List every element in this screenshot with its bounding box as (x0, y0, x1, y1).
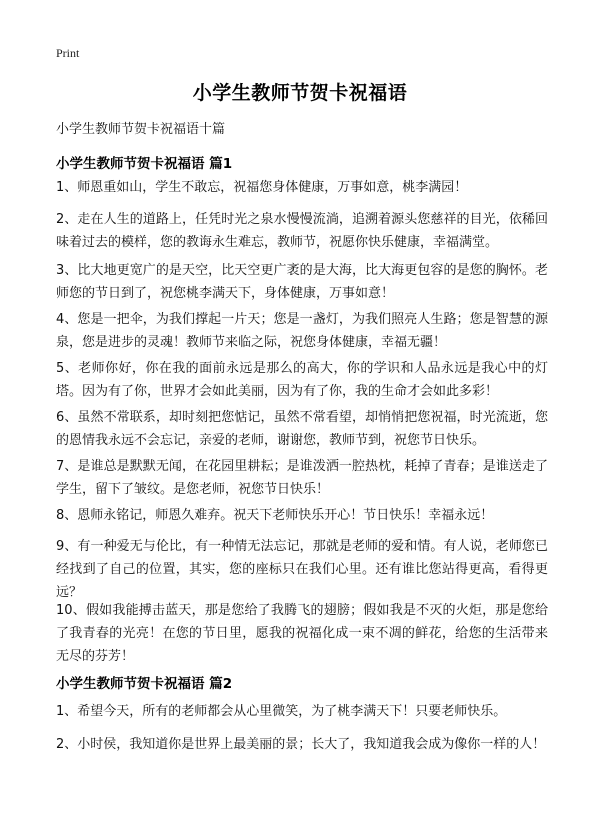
document-subtitle: 小学生教师节贺卡祝福语十篇 (56, 122, 226, 137)
paragraph: 3、比大地更宽广的是天空，比天空更广袤的是大海，比大海更包容的是您的胸怀。老师您的节日到了，祝您桃李满天下，身体健康，万事如意！ (56, 263, 548, 301)
paragraph: 7、是谁总是默默无闻，在花园里耕耘；是谁泼洒一腔热枕，耗掉了青春；是谁送走了学生，留下了皱纹。是您老师，祝您节日快乐！ (56, 459, 548, 497)
paragraph: 1、师恩重如山，学生不敢忘，祝福您身体健康，万事如意，桃李满园！ (56, 180, 468, 195)
paragraph: 10、假如我能搏击蓝天，那是您给了我腾飞的翅膀；假如我是不灭的火炬，那是您给了我青春的光亮！在您的节日里，愿我的祝福化成一束不凋的鲜花，给您的生活带来无尽的芬芳！ (56, 603, 548, 664)
document-title: 小学生教师节贺卡祝福语 (192, 82, 408, 104)
paragraph: 6、虽然不常联系，却时刻把您惦记，虽然不常看望，却悄悄把您祝福，时光流逝，您的恩情我永远不会忘记，亲爱的老师，谢谢您，教师节到，祝您节日快乐。 (56, 410, 548, 448)
paragraph: 1、希望今天，所有的老师都会从心里微笑，为了桃李满天下！只要老师快乐。 (56, 704, 507, 719)
paragraph: 9、有一种爱无与伦比，有一种情无法忘记，那就是老师的爱和情。有人说，老师您已经找到了自己的位置，其实，您的座标只在我们心里。还有谁比您站得更高，看得更远？ (56, 539, 548, 600)
section-heading-2: 小学生教师节贺卡祝福语 篇2 (56, 676, 233, 692)
paragraph: 2、走在人生的道路上，任凭时光之泉水慢慢流淌，追溯着源头您慈祥的目光，依稀回味着过去的模样，您的教诲永生难忘，教师节，祝愿你快乐健康，幸福满堂。 (56, 212, 548, 250)
paragraph: 5、老师你好，你在我的面前永远是那么的高大，你的学识和人品永远是我心中的灯塔。因为有了你，世界才会如此美丽，因为有了你，我的生命才会如此多彩！ (56, 361, 548, 399)
section-heading-1: 小学生教师节贺卡祝福语 篇1 (56, 156, 233, 172)
print-label: Print (56, 46, 80, 60)
paragraph: 4、您是一把伞，为我们撑起一片天；您是一盏灯，为我们照亮人生路；您是智慧的源泉，您是进步的灵魂！教师节来临之际，祝您身体健康，幸福无疆！ (56, 312, 548, 350)
paragraph: 8、恩师永铭记，师恩久难弃。祝天下老师快乐开心！节日快乐！幸福永远！ (56, 508, 494, 523)
paragraph: 2、小时侯，我知道你是世界上最美丽的景；长大了，我知道我会成为像你一样的人！ (56, 737, 546, 752)
